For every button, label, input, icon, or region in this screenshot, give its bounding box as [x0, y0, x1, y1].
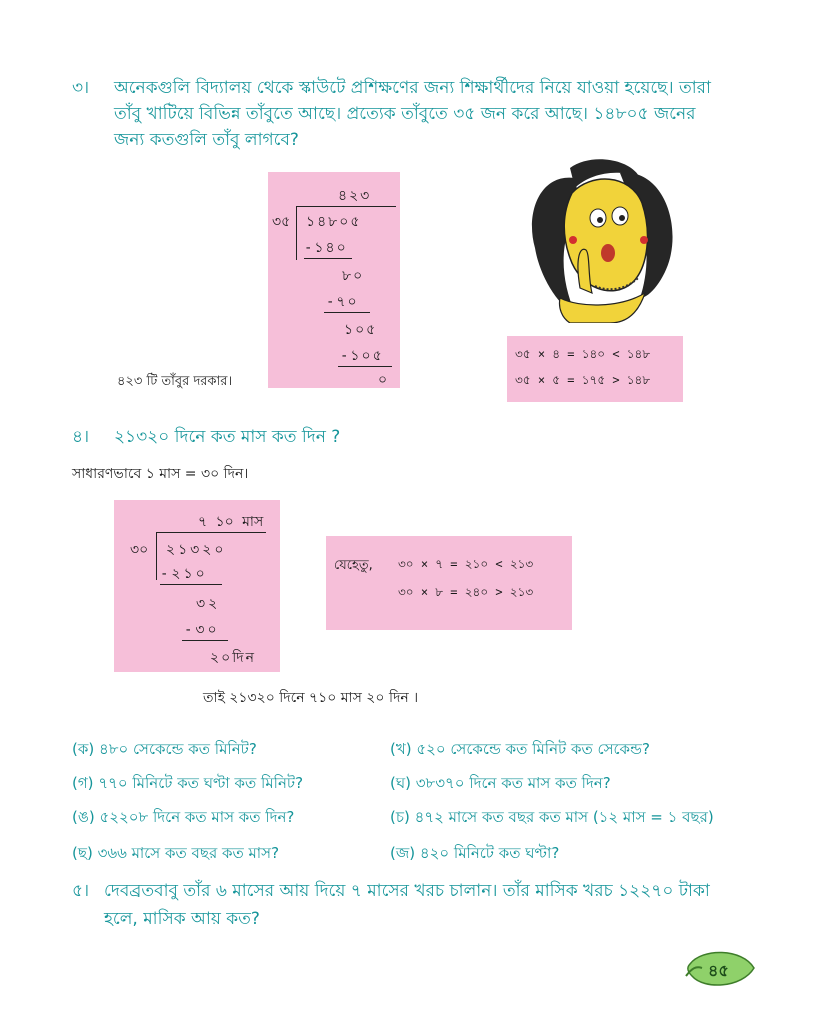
exercise-label: (ঙ): [72, 808, 95, 826]
page-number: ৪৫: [708, 961, 729, 980]
q4-step-3: -৩০: [184, 622, 220, 638]
exercise-ka: [72, 738, 257, 763]
exercise-label: (গ): [72, 774, 94, 792]
q4-hint-prefix: যেহেতু,: [334, 558, 373, 573]
q4-note: সাধারণভাবে ১ মাস = ৩০ দিন।: [72, 466, 249, 482]
q3-hint-2: ৩৫ × ৫ = ১৭৫ > ১৪৮: [515, 373, 651, 387]
exercise-ja: [390, 842, 559, 867]
exercise-label: (খ): [390, 740, 412, 758]
exercise-ga: [72, 772, 303, 797]
q4-text: ২১৩২০ দিনে কত মাস কত দিন ?: [114, 427, 341, 447]
thinking-girl-illustration: [520, 158, 680, 323]
exercise-text: ৫২০ সেকেন্ডে কত মিনিট কত সেকেন্ড?: [416, 740, 650, 758]
exercise-text: ৩৮৩৭০ দিনে কত মাস কত দিন?: [415, 774, 611, 792]
q4-divisor: ৩০: [130, 542, 149, 558]
q3-step-3: -৭০: [326, 294, 359, 310]
exercise-text: ৫২২০৮ দিনে কত মাস কত দিন?: [99, 808, 295, 826]
exercise-label: (ছ): [72, 844, 93, 862]
q4-dividend: ২১৩২০: [166, 542, 227, 558]
q4-step-4: ২০দিন: [210, 650, 256, 666]
q3-line-2: তাঁবু খাটিয়ে বিভিন্ন তাঁবুতে আছে। প্রত্যেক তাঁবুতে ৩৫ জন করে আছে। ১৪৮০৫ জনের: [114, 104, 696, 124]
q5-line-1: দেবব্রতবাবু তাঁর ৬ মাসের আয় দিয়ে ৭ মাসের খরচ চালান। তাঁর মাসিক খরচ ১২২৭০ টাকা: [104, 881, 710, 901]
q3-answer: ৪২৩ টি তাঁবুর দরকার।: [117, 374, 233, 389]
q3-step-4: ১০৫: [344, 322, 378, 338]
exercise-text: ৪৮০ সেকেন্ডে কত মিনিট?: [98, 740, 257, 758]
q3-step-6: ০: [378, 372, 388, 388]
exercise-label: (জ): [390, 844, 416, 862]
q4-division-box: [114, 500, 280, 672]
q4-hint-1: ৩০ × ৭ = ২১০ < ২১৩: [398, 557, 534, 571]
q4-hint-box: [326, 536, 572, 630]
q3-step-5: -১০৫: [340, 348, 384, 364]
q3-step-2: ৮০: [342, 268, 365, 284]
q5-number: ৫।: [72, 881, 90, 901]
exercise-label: (চ): [390, 808, 410, 826]
exercise-label: (ঘ): [390, 774, 411, 792]
q3-division-box: [268, 172, 400, 388]
exercise-umo: [72, 806, 294, 831]
q5-line-2: হলে, মাসিক আয় কত?: [104, 909, 260, 929]
q3-hint-box: [507, 336, 683, 402]
q3-number: ৩।: [72, 78, 90, 98]
exercise-kha: [390, 738, 650, 763]
q3-quotient: ৪২৩: [338, 188, 372, 204]
q3-line-1: অনেকগুলি বিদ্যালয় থেকে স্কাউটে প্রশিক্ষণের জন্য শিক্ষার্থীদের নিয়ে যাওয়া হয়েছে। তারা: [114, 78, 711, 98]
q4-step-1: -২১০: [160, 566, 208, 582]
q4-step-2: ৩২: [196, 596, 221, 612]
exercise-label: (ক): [72, 740, 95, 758]
exercise-text: ৩৬৬ মাসে কত বছর কত মাস?: [97, 844, 280, 862]
q4-number: ৪।: [72, 427, 90, 447]
q3-line-3: জন্য কতগুলি তাঁবু লাগবে?: [114, 130, 299, 150]
q3-step-1: -১৪০: [304, 240, 348, 256]
q4-hint-2: ৩০ × ৮ = ২৪০ > ২১৩: [398, 585, 534, 599]
q4-quotient: ৭ ১০ মাস: [198, 514, 264, 530]
exercise-cha: [390, 806, 714, 831]
q3-dividend: ১৪৮০৫: [306, 214, 362, 230]
q4-answer: তাই ২১৩২০ দিনে ৭১০ মাস ২০ দিন ।: [203, 690, 419, 706]
exercise-text: ৪৭২ মাসে কত বছর কত মাস (১২ মাস = ১ বছর): [414, 808, 714, 826]
exercise-text: ৭৭০ মিনিটে কত ঘণ্টা কত মিনিট?: [98, 774, 304, 792]
q3-divisor: ৩৫: [272, 214, 291, 230]
exercise-chha: [72, 842, 279, 867]
exercise-text: ৪২০ মিনিটে কত ঘণ্টা?: [419, 844, 560, 862]
q3-hint-1: ৩৫ × ৪ = ১৪০ < ১৪৮: [515, 347, 651, 361]
exercise-gha: [390, 772, 611, 797]
